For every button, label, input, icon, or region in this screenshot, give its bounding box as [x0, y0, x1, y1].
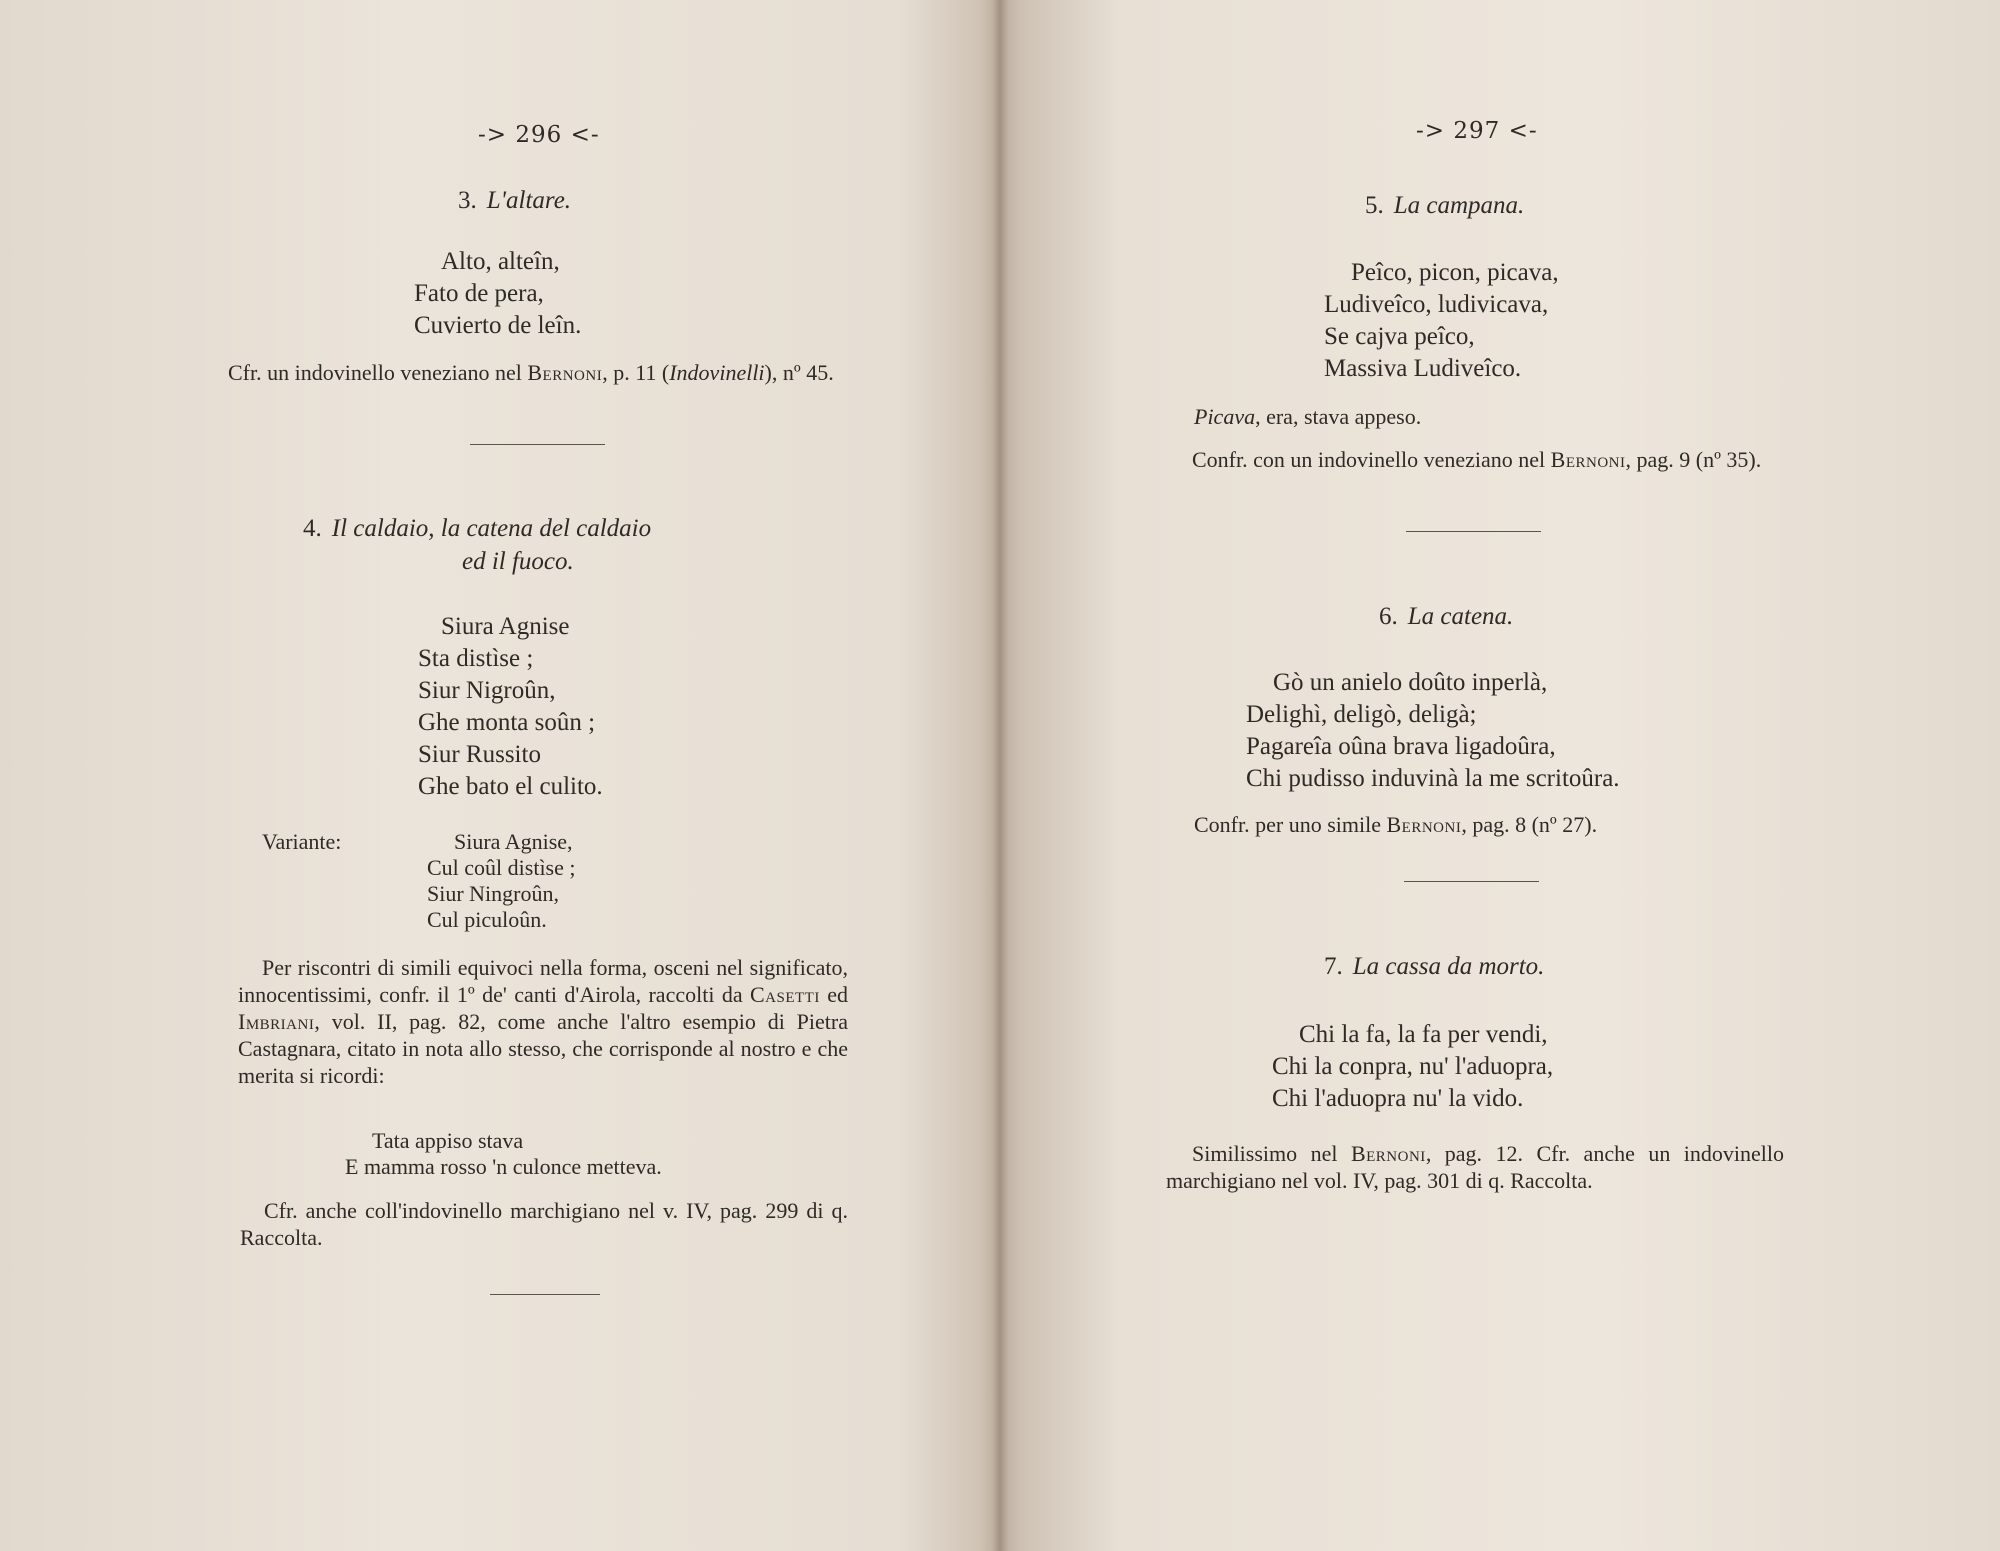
- riddle-7-title: La cassa da morto.: [1352, 953, 1545, 980]
- author-name: Casetti: [750, 982, 820, 1007]
- note-text: Similissimo nel: [1192, 1141, 1351, 1166]
- note-text: , p. 11 (: [602, 360, 670, 385]
- section-divider: [1406, 531, 1541, 532]
- riddle-7-number: 7.: [1324, 953, 1343, 980]
- verse-line: Se cajva peîco,: [1324, 323, 1475, 350]
- riddle-3-heading: [458, 187, 571, 215]
- note-text: ), nº 45.: [764, 360, 834, 385]
- note-text: , pag. 8 (nº 27).: [1461, 812, 1598, 837]
- riddle-6-heading: [1379, 603, 1513, 631]
- riddle-5-note: [1166, 446, 1781, 473]
- riddle-3-number: 3.: [458, 187, 477, 214]
- riddle-5-gloss: [1194, 403, 1794, 430]
- note-text: , pag. 12. Cfr. anche un indovinello marchigiano nel vol. IV, pag. 301 di q. Raccolta.: [1166, 1141, 1784, 1193]
- verse-line: Pagareîa oûna brava ligadoûra,: [1246, 733, 1556, 760]
- verse-line: Cul coûl distìse ;: [427, 855, 576, 880]
- note-text: Cfr. un indovinello veneziano nel: [228, 360, 528, 385]
- riddle-4-note-2: Cfr. anche coll'indovinello marchigiano nel v. IV, pag. 299 di q. Raccolta.: [240, 1198, 848, 1250]
- note-text: , pag. 9 (nº 35).: [1625, 447, 1762, 472]
- author-name: Imbriani: [238, 1009, 315, 1034]
- variant-verse: [427, 829, 576, 933]
- note-text: Per riscontri di simili equivoci nella forma, osceni nel significato, innocentissimi, confr. il 1º de' canti d'Airola, raccolti da: [238, 955, 848, 1007]
- verse-line: Siur Nigroûn,: [418, 677, 556, 704]
- verse-line: Siura Agnise,: [454, 829, 573, 854]
- riddle-4-title-cont: ed il fuoco.: [462, 548, 574, 575]
- riddle-6-title: La catena.: [1407, 603, 1514, 630]
- gloss-text: , era, stava appeso.: [1255, 404, 1422, 429]
- section-divider: [490, 1294, 600, 1295]
- author-name: Bernoni: [1550, 447, 1626, 472]
- verse-line: Sta distìse ;: [418, 645, 534, 672]
- note-text: , vol. II, pag. 82, come anche l'altro esempio di Pietra Castagnara, citato in nota allo stesso, che corrisponde al nostro e che merita si ricordi:: [238, 1009, 848, 1088]
- riddle-7-note: [1166, 1140, 1784, 1194]
- riddle-3-verse: [414, 246, 581, 342]
- verse-line: Chi pudisso induvinà la me scritoûra.: [1246, 765, 1620, 792]
- riddle-5-verse: [1324, 257, 1559, 385]
- verse-line: Siura Agnise: [441, 613, 570, 640]
- note-text: ed: [819, 982, 849, 1007]
- verse-line: Siur Ningroûn,: [427, 881, 559, 906]
- riddle-4-number: 4.: [303, 515, 322, 542]
- verse-line: Ghe monta soûn ;: [418, 709, 596, 736]
- verse-line: Chi la conpra, nu' l'aduopra,: [1272, 1053, 1554, 1080]
- riddle-3-note: [228, 359, 836, 386]
- riddle-6-verse: [1246, 667, 1620, 795]
- variant-label: Variante:: [262, 829, 342, 854]
- page-number-left: -> 296 <-: [478, 122, 600, 148]
- quoted-verse: [345, 1128, 662, 1180]
- riddle-7-heading: [1324, 953, 1544, 981]
- author-name: Bernoni: [1350, 1141, 1426, 1166]
- section-divider: [470, 444, 605, 445]
- work-title: Indovinelli: [669, 360, 765, 385]
- verse-line: Ghe bato el culito.: [418, 773, 603, 800]
- verse-line: Fato de pera,: [414, 280, 544, 307]
- riddle-5-heading: [1365, 192, 1524, 220]
- verse-line: Siur Russito: [418, 741, 541, 768]
- riddle-4-heading: [303, 515, 651, 543]
- riddle-5-title: La campana.: [1393, 192, 1525, 219]
- verse-line: Chi la fa, la fa per vendi,: [1299, 1021, 1548, 1048]
- verse-line: Gò un anielo doûto inperlà,: [1273, 669, 1548, 696]
- right-page: [1008, 0, 2000, 1551]
- author-name: Bernoni: [1386, 812, 1462, 837]
- riddle-5-number: 5.: [1365, 192, 1384, 219]
- verse-line: Alto, alteîn,: [441, 248, 560, 275]
- riddle-6-number: 6.: [1379, 603, 1398, 630]
- author-name: Bernoni: [527, 360, 603, 385]
- book-gutter: [992, 0, 1008, 1551]
- verse-line: E mamma rosso 'n culonce metteva.: [345, 1154, 662, 1179]
- gloss-word: Picava: [1194, 404, 1256, 429]
- page-number-right: -> 297 <-: [1416, 118, 1538, 144]
- left-page: [0, 0, 992, 1551]
- riddle-3-title: L'altare.: [486, 187, 572, 214]
- riddle-6-note: [1194, 811, 1794, 838]
- note-text: Confr. con un indovinello veneziano nel: [1192, 447, 1551, 472]
- verse-line: Delighì, deligò, deligà;: [1246, 701, 1477, 728]
- riddle-4-heading-line2: [462, 548, 574, 576]
- verse-line: Ludiveîco, ludivicava,: [1324, 291, 1549, 318]
- riddle-7-verse: [1272, 1019, 1553, 1115]
- riddle-4-verse: [418, 611, 603, 803]
- riddle-4-title: Il caldaio, la catena del caldaio: [331, 515, 652, 542]
- verse-line: Chi l'aduopra nu' la vido.: [1272, 1085, 1524, 1112]
- verse-line: Tata appiso stava: [372, 1128, 524, 1153]
- verse-line: Massiva Ludiveîco.: [1324, 355, 1522, 382]
- verse-line: Cul piculoûn.: [427, 907, 547, 932]
- section-divider: [1404, 881, 1539, 882]
- riddle-4-note: [238, 954, 848, 1089]
- note-text: Confr. per uno simile: [1194, 812, 1387, 837]
- verse-line: Cuvierto de leîn.: [414, 312, 582, 339]
- verse-line: Peîco, picon, picava,: [1351, 259, 1559, 286]
